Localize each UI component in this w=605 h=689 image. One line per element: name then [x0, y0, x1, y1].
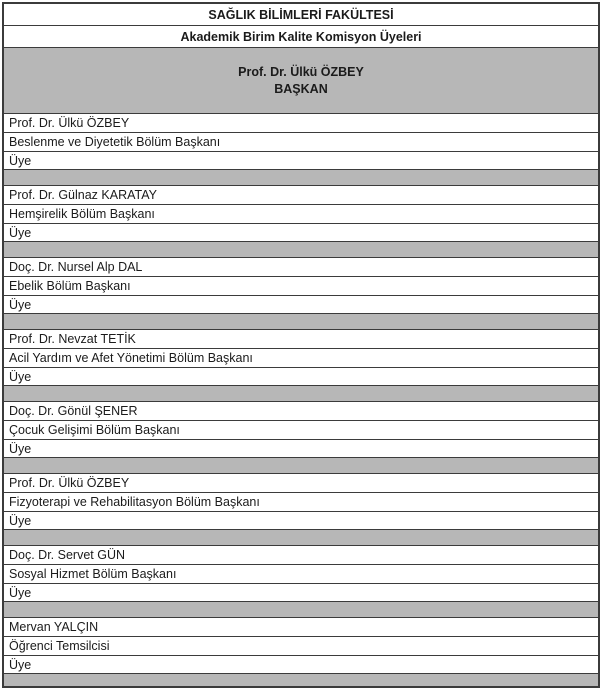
- separator-bar: [4, 170, 598, 186]
- member-block: [4, 114, 598, 186]
- member-block: [4, 474, 598, 546]
- separator-bar: [4, 314, 598, 330]
- member-department: Ebelik Bölüm Başkanı: [4, 277, 598, 296]
- member-department: Fizyoterapi ve Rehabilitasyon Bölüm Başkanı: [4, 493, 598, 512]
- member-name: Prof. Dr. Nevzat TETİK: [4, 330, 598, 349]
- member-name: Prof. Dr. Gülnaz KARATAY: [4, 186, 598, 205]
- member-block: [4, 546, 598, 618]
- separator-bar: [4, 386, 598, 402]
- member-department: Hemşirelik Bölüm Başkanı: [4, 205, 598, 224]
- commission-subtitle: Akademik Birim Kalite Komisyon Üyeleri: [4, 26, 598, 48]
- member-name: Doç. Dr. Servet GÜN: [4, 546, 598, 565]
- member-name: Prof. Dr. Ülkü ÖZBEY: [4, 474, 598, 493]
- member-block: [4, 186, 598, 258]
- member-name: Doç. Dr. Nursel Alp DAL: [4, 258, 598, 277]
- separator-bar: [4, 458, 598, 474]
- chair-block: [4, 48, 598, 114]
- member-name: Prof. Dr. Ülkü ÖZBEY: [4, 114, 598, 133]
- faculty-title: SAĞLIK BİLİMLERİ FAKÜLTESİ: [4, 4, 598, 26]
- member-department: Acil Yardım ve Afet Yönetimi Bölüm Başkanı: [4, 349, 598, 368]
- separator-bar: [4, 674, 598, 686]
- separator-bar: [4, 602, 598, 618]
- member-role: Üye: [4, 656, 598, 674]
- member-name: Doç. Dr. Gönül ŞENER: [4, 402, 598, 421]
- member-role: Üye: [4, 152, 598, 170]
- quality-commission-table: [2, 2, 600, 688]
- member-role: Üye: [4, 440, 598, 458]
- member-role: Üye: [4, 368, 598, 386]
- member-role: Üye: [4, 224, 598, 242]
- member-block: [4, 330, 598, 402]
- chair-name: Prof. Dr. Ülkü ÖZBEY: [238, 65, 364, 79]
- member-name: Mervan YALÇIN: [4, 618, 598, 637]
- separator-bar: [4, 242, 598, 258]
- member-block: [4, 258, 598, 330]
- member-department: Sosyal Hizmet Bölüm Başkanı: [4, 565, 598, 584]
- member-block: [4, 402, 598, 474]
- member-department: Beslenme ve Diyetetik Bölüm Başkanı: [4, 133, 598, 152]
- member-department: Öğrenci Temsilcisi: [4, 637, 598, 656]
- chair-role: BAŞKAN: [274, 82, 328, 96]
- member-block: [4, 618, 598, 686]
- separator-bar: [4, 530, 598, 546]
- member-role: Üye: [4, 296, 598, 314]
- member-department: Çocuk Gelişimi Bölüm Başkanı: [4, 421, 598, 440]
- member-role: Üye: [4, 512, 598, 530]
- member-role: Üye: [4, 584, 598, 602]
- members-list: [4, 114, 598, 686]
